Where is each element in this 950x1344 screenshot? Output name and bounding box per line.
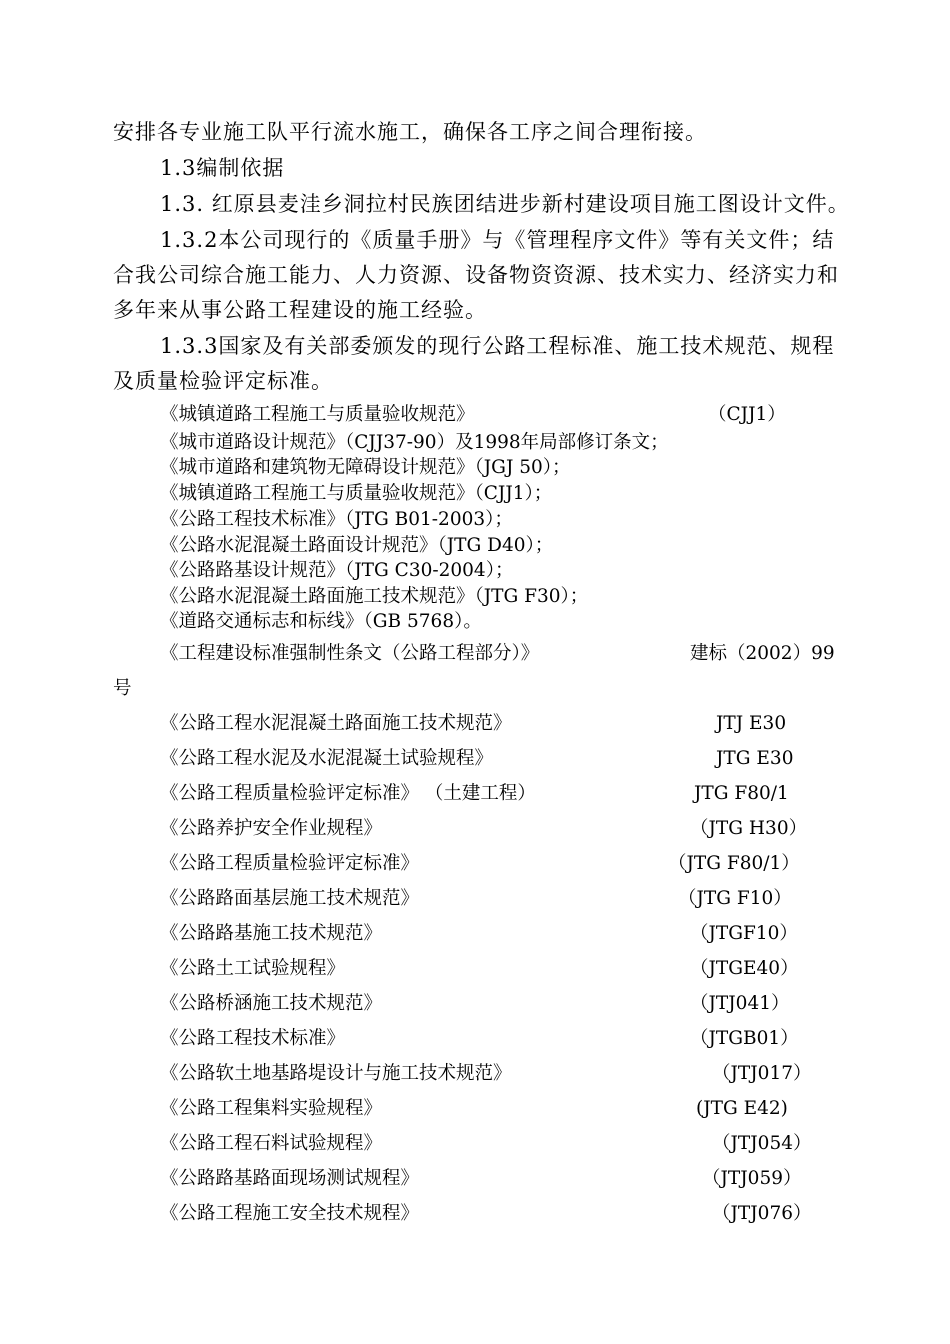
paragraph-text: 合我公司综合施工能力、人力资源、设备物资资源、技术实力、经济实力和 [113,263,839,287]
reference-item: 《公路工程施工安全技术规程》 [160,1203,420,1224]
reference-code: （JTGE40） [690,958,799,979]
reference-item: 《公路工程技术标准》（JTG B01-2003）； [160,509,513,530]
paragraph-text: 1.3. 红原县麦洼乡洞拉村民族团结进步新村建设项目施工图设计文件。 [160,192,850,216]
reference-code: JTJ E30 [716,713,787,734]
reference-item: 《城市道路设计规范》（CJJ37-90）及1998年局部修订条文； [160,432,669,453]
reference-code: JTG F80/1 [694,783,789,804]
reference-code: （JTJ054） [712,1133,812,1154]
reference-code: （JTGF10） [690,923,798,944]
reference-code: （JTJ041） [690,993,790,1014]
reference-item: 《公路桥涵施工技术规范》 [160,993,383,1014]
reference-code: （JTJ059） [702,1168,802,1189]
reference-code: （JTJ017） [712,1063,812,1084]
paragraph-text: 1.3.2本公司现行的《质量手册》与《管理程序文件》等有关文件；结 [160,228,835,252]
reference-code: JTG E30 [716,748,794,769]
reference-item: 《公路养护安全作业规程》 [160,818,383,839]
reference-item: 《城镇道路工程施工与质量验收规范》（CJJ1）； [160,483,553,504]
reference-code: 建标（2002）99 [690,643,835,664]
reference-code: (JTG E42) [696,1098,788,1119]
reference-item: 《公路路基设计规范》（JTG C30-2004）； [160,560,514,581]
reference-code: （JTG F10） [678,888,792,909]
reference-item: 《公路工程质量检验评定标准》 （土建工程） [160,783,536,804]
reference-code: （JTJ076） [712,1203,812,1224]
paragraph-text: 多年来从事公路工程建设的施工经验。 [113,298,487,322]
reference-item: 《公路路基施工技术规范》 [160,923,383,944]
reference-item: 《公路路基路面现场测试规程》 [160,1168,420,1189]
reference-item: 《公路软土地基路堤设计与施工技术规范》 [160,1063,512,1084]
paragraph-text: 1.3.3国家及有关部委颁发的现行公路工程标准、施工技术规范、规程 [160,334,835,358]
reference-item: 《公路工程集料实验规程》 [160,1098,383,1119]
reference-code: （JTGB01） [690,1028,799,1049]
reference-code: （JTG H30） [690,818,808,839]
reference-wrap: 号 [113,678,132,699]
reference-item: 《公路土工试验规程》 [160,958,346,979]
reference-code: （CJJ1） [708,404,786,425]
reference-item: 《公路工程水泥混凝土路面施工技术规范》 [160,713,512,734]
reference-item: 《公路工程石料试验规程》 [160,1133,383,1154]
reference-item: 《城市道路和建筑物无障碍设计规范》（JGJ 50）； [160,457,571,478]
reference-item: 《公路工程质量检验评定标准》 [160,853,420,874]
reference-item: 《公路水泥混凝土路面施工技术规范》（JTG F30）； [160,586,589,607]
reference-item: 《公路工程技术标准》 [160,1028,346,1049]
reference-item: 《城镇道路工程施工与质量验收规范》 [160,404,475,425]
reference-item: 《公路路面基层施工技术规范》 [160,888,420,909]
section-heading: 1.3编制依据 [160,156,285,180]
reference-item: 《公路水泥混凝土路面设计规范》（JTG D40）； [160,535,554,556]
reference-item: 《工程建设标准强制性条文（公路工程部分）》 [160,643,540,664]
paragraph-text: 及质量检验评定标准。 [113,369,333,393]
reference-item: 《道路交通标志和标线》（GB 5768）。 [160,611,482,632]
reference-code: （JTG F80/1） [668,853,800,874]
reference-item: 《公路工程水泥及水泥混凝土试验规程》 [160,748,494,769]
paragraph-text: 安排各专业施工队平行流水施工，确保各工序之间合理衔接。 [113,120,707,144]
